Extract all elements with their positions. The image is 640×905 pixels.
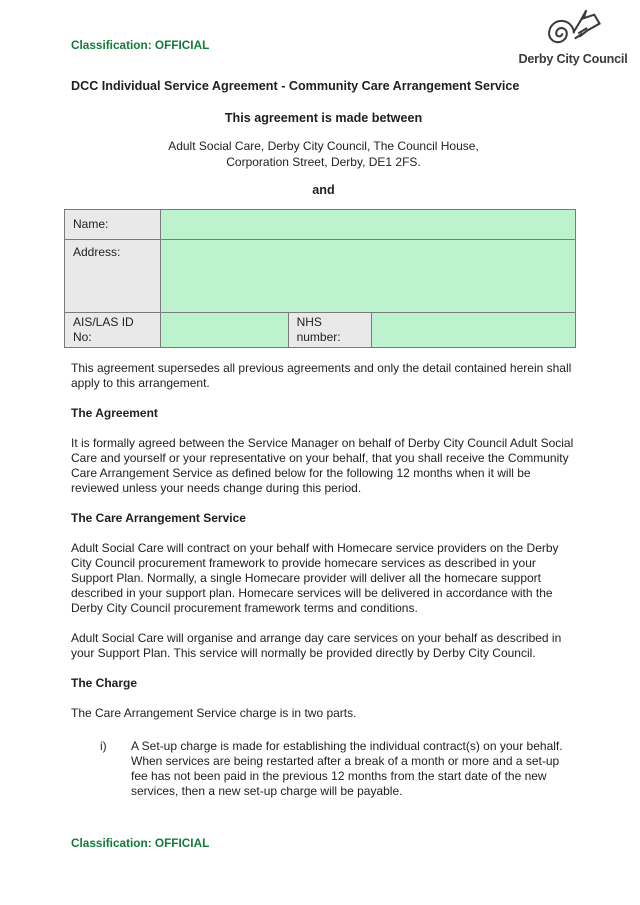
nhs-number-field[interactable] xyxy=(372,313,576,348)
setup-charge-list-item xyxy=(71,739,576,799)
nhs-number-label: NHS number: xyxy=(288,313,372,348)
agreement-heading: The Agreement xyxy=(71,406,158,420)
table-row xyxy=(65,240,576,313)
address-field[interactable] xyxy=(160,240,575,313)
name-label: Name: xyxy=(65,210,161,240)
homecare-paragraph: Adult Social Care will contract on your behalf with Homecare service providers on the Derby City Council procurement framework to provide homecare services as described in your Support Plan. Normally, a single Homecare provider will deliver all the homecare support described in your support plan. Homecare services will be delivered in accordance with the Derby City Council procurement framework terms and conditions. xyxy=(71,541,559,615)
charge-heading: The Charge xyxy=(71,676,138,690)
table-row xyxy=(65,313,576,348)
page-title: DCC Individual Service Agreement - Community Care Arrangement Service xyxy=(71,79,520,93)
charge-intro-paragraph: The Care Arrangement Service charge is in two parts. xyxy=(71,706,357,720)
ais-las-id-field[interactable] xyxy=(160,313,288,348)
supersede-paragraph: This agreement supersedes all previous agreements and only the detail contained herein shall apply to this arrangement. xyxy=(71,361,572,390)
table-row xyxy=(65,210,576,240)
classification-header: Classification: OFFICIAL xyxy=(71,38,210,52)
name-field[interactable] xyxy=(160,210,575,240)
council-address-line1: Adult Social Care, Derby City Council, The Council House, xyxy=(168,139,479,153)
list-text: A Set-up charge is made for establishing the individual contract(s) on your behalf. When services are being restarted after a break of a month or more and a set-up fee has not been paid in the previous 12 months from the start date of the new services, then a new set-up charge will be payable. xyxy=(131,739,563,798)
logo-text: Derby City Council xyxy=(518,52,628,66)
address-label: Address: xyxy=(65,240,161,313)
patient-details-table xyxy=(64,209,576,348)
daycare-paragraph: Adult Social Care will organise and arrange day care services on your behalf as described in your Support Plan. This service will normally be provided directly by Derby City Council. xyxy=(71,631,562,660)
council-logo xyxy=(518,5,628,67)
agreement-subtitle: This agreement is made between xyxy=(224,111,423,125)
care-arrangement-heading: The Care Arrangement Service xyxy=(71,511,246,525)
and-separator: and xyxy=(312,183,335,197)
council-address-line2: Corporation Street, Derby, DE1 2FS. xyxy=(226,154,421,169)
ais-las-id-label: AIS/LAS ID No: xyxy=(65,313,161,348)
classification-footer: Classification: OFFICIAL xyxy=(71,836,210,850)
ram-logo-icon xyxy=(518,5,628,51)
list-marker: i) xyxy=(100,739,107,753)
council-address xyxy=(71,139,576,170)
agreement-paragraph: It is formally agreed between the Service Manager on behalf of Derby City Council Adult Social Care and yourself or your representative on your behalf, that you shall receive the Community Care Arrangement Service as defined below for the following 12 months when it will be reviewed unless your needs change during this period. xyxy=(71,436,574,495)
